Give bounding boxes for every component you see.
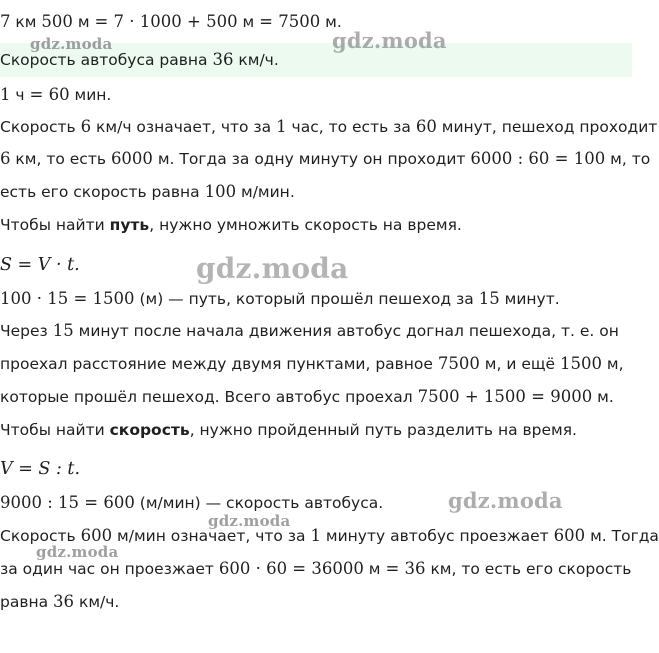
watermark-logo: gdz.moda <box>208 512 291 530</box>
watermark-logo: gdz.moda <box>196 252 349 285</box>
line-per-minute: 6 км, то есть 6000 м. Тогда за одну минуту он проходит 6000 : 60 = 100 м, то <box>0 149 651 168</box>
line-bus-speed-calc: 9000 : 15 = 600 (м/мин) — скорость автобуса. <box>0 493 384 512</box>
line-hour: 1 ч = 60 мин. <box>0 85 112 104</box>
line-speed-meaning: Скорость 6 км/ч означает, что за 1 час, то есть за 60 минут, пешеход проходит <box>0 117 658 136</box>
watermark-logo: gdz.moda <box>448 488 563 513</box>
line-conversion: 7 км 500 м = 7 · 1000 + 500 м = 7500 м. <box>0 12 342 31</box>
line-distance: проехал расстояние между двумя пунктами, равное 7500 м, и ещё 1500 м, <box>0 354 624 373</box>
line-final-speed: равна 36 км/ч. <box>0 592 120 611</box>
line-speed-rule: Чтобы найти скорость, нужно пройденный путь разделить на время. <box>0 421 577 439</box>
line-bus-speed: Скорость автобуса равна 36 км/ч. <box>0 50 279 69</box>
watermark-logo: gdz.moda <box>36 543 119 561</box>
formula-path: S = V · t. <box>0 255 80 275</box>
line-speed-result: есть его скорость равна 100 м/мин. <box>0 182 295 201</box>
line-pedestrian-path: 100 · 15 = 1500 (м) — путь, который прошёл пешеход за 15 минут. <box>0 289 560 308</box>
line-total: которые прошёл пешеход. Всего автобус проехал 7500 + 1500 = 9000 м. <box>0 387 614 406</box>
line-per-hour: за один час он проезжает 600 · 60 = 36000 м = 36 км, то есть его скорость <box>0 559 632 578</box>
line-caught-up: Через 15 минут после начала движения автобус догнал пешехода, т. е. он <box>0 321 619 340</box>
watermark-logo: gdz.moda <box>30 35 113 53</box>
line-path-rule: Чтобы найти путь, нужно умножить скорость на время. <box>0 216 462 234</box>
watermark-logo: gdz.moda <box>332 28 447 53</box>
line-bus-speed-meaning: Скорость 600 м/мин означает, что за 1 минуту автобус проезжает 600 м. Тогда <box>0 526 659 545</box>
formula-speed: V = S : t. <box>0 459 81 479</box>
